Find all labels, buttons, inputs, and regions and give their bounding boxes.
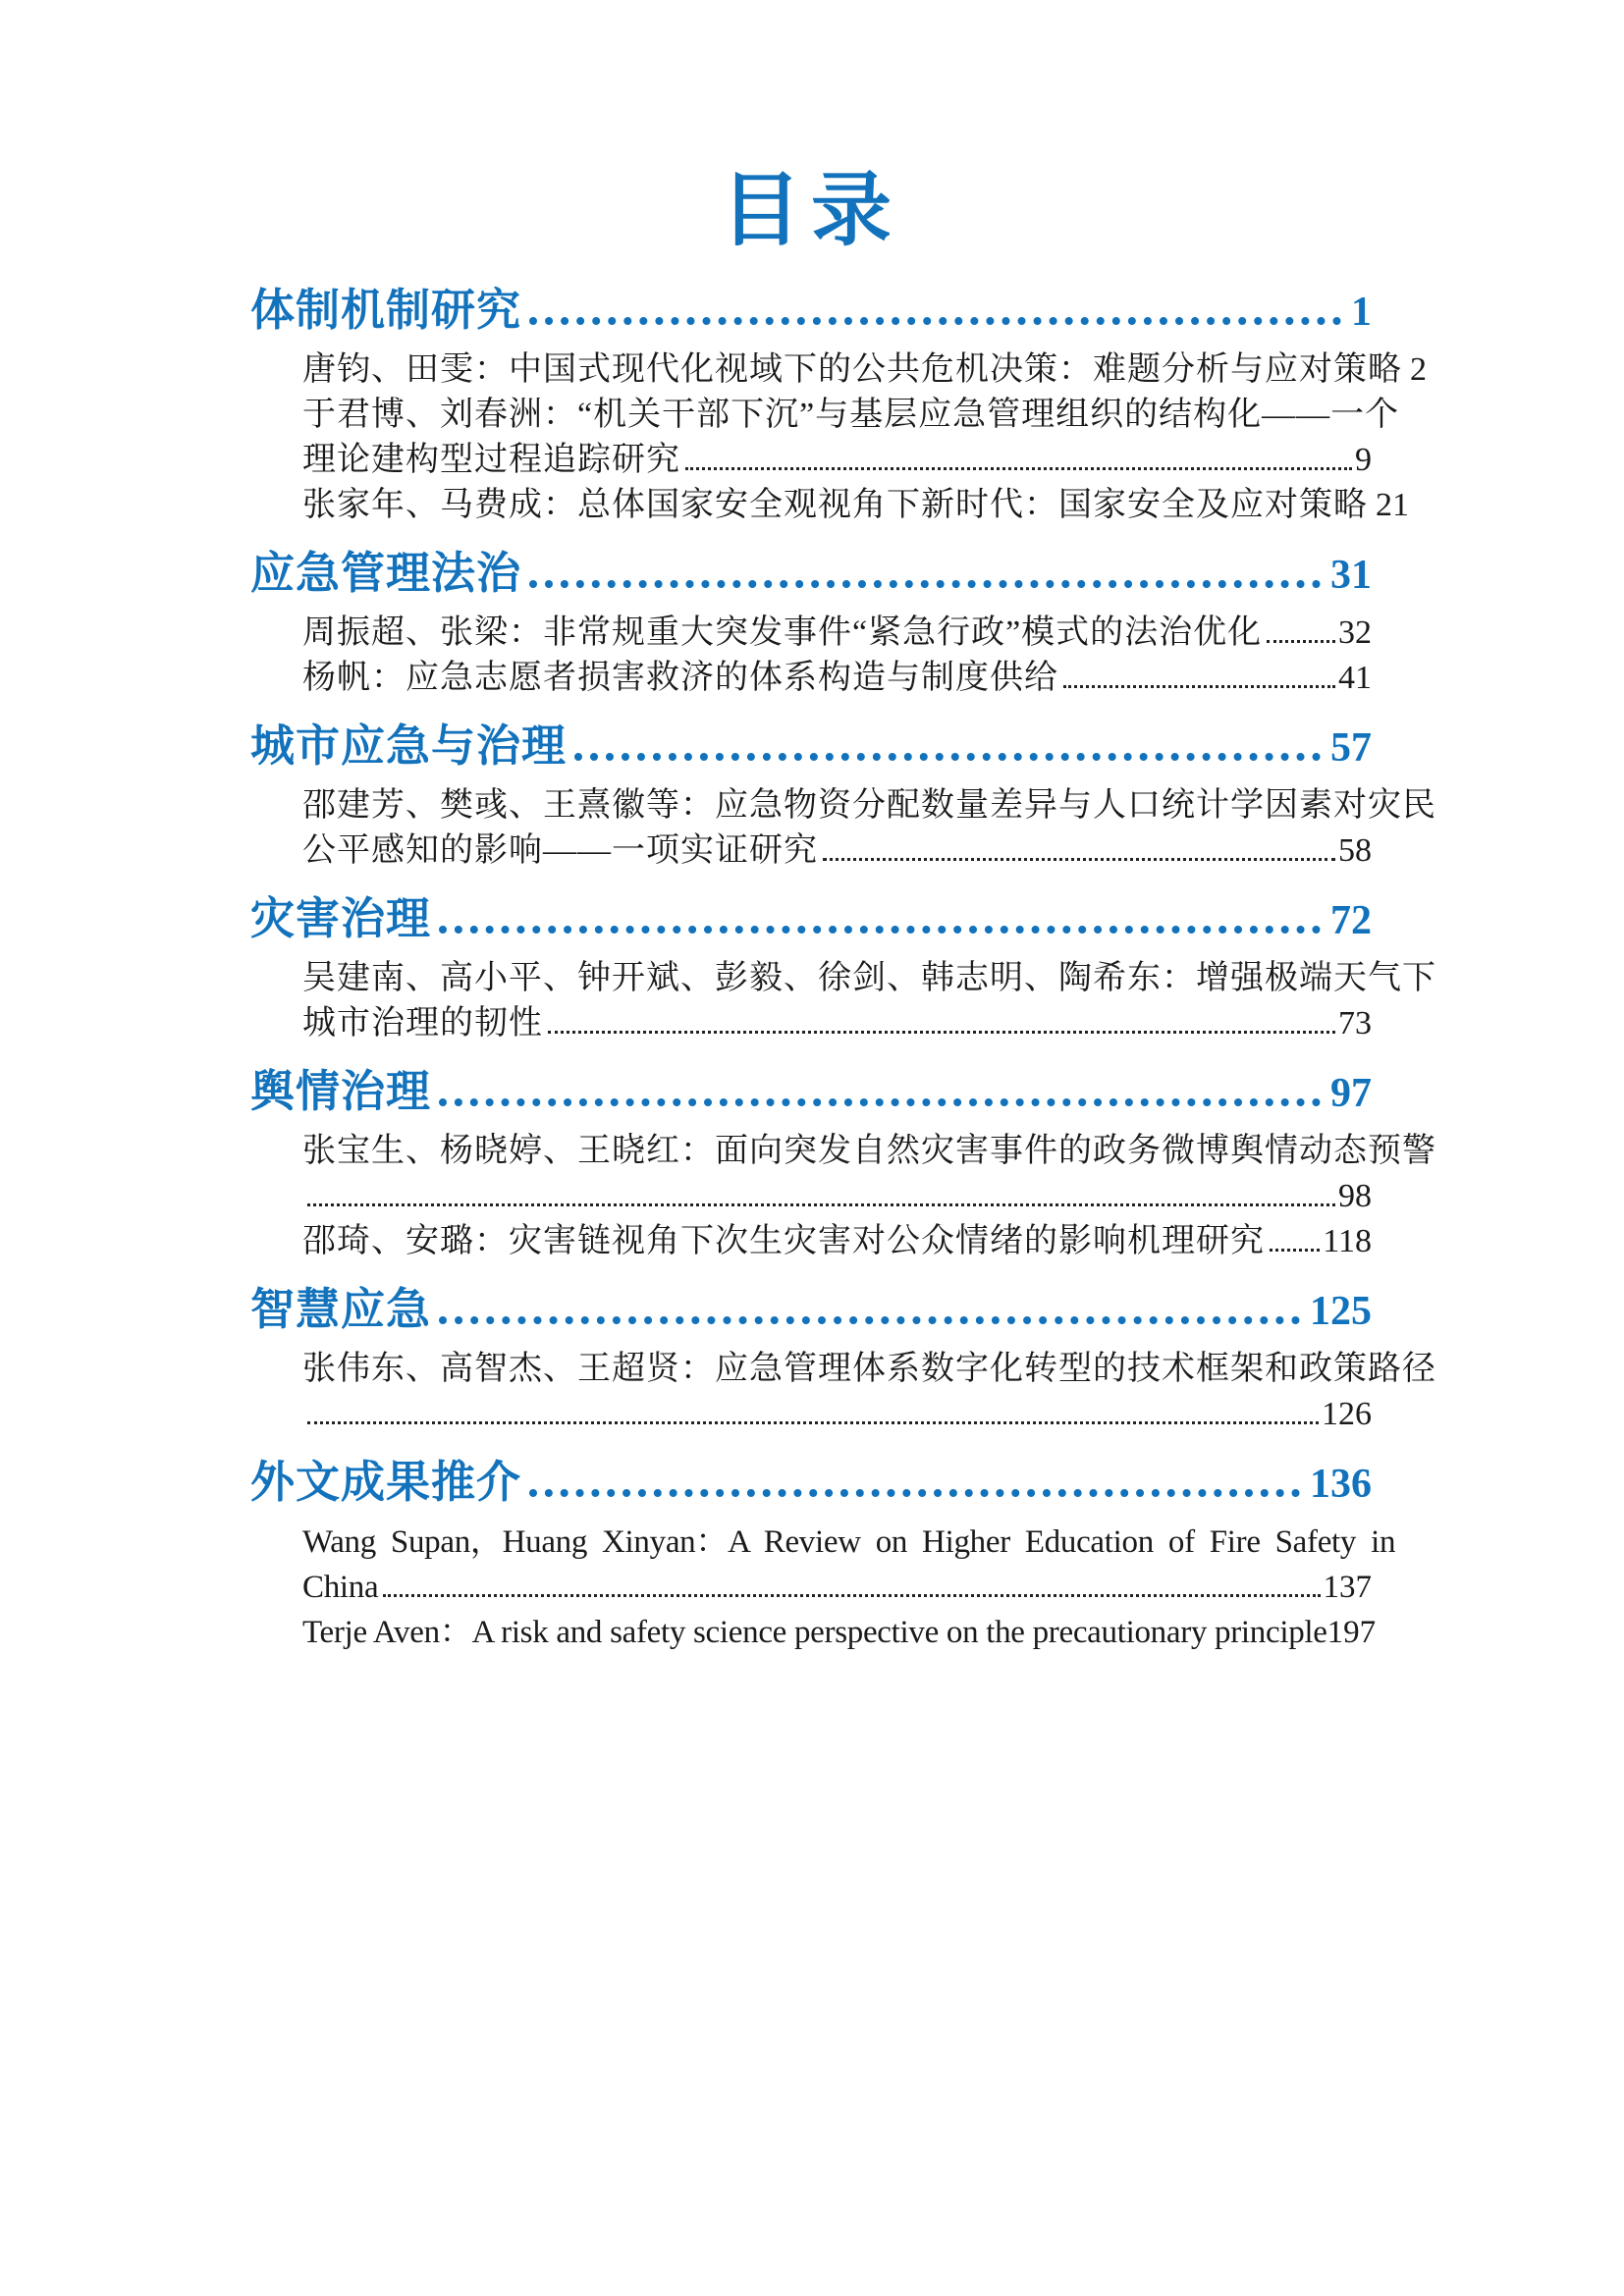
entry-text: 唐钧、田雯：中国式现代化视域下的公共危机决策：难题分析与应对策略 [302,351,1402,389]
dot-leader [307,1203,1335,1206]
section-row[interactable] [250,891,1372,946]
toc-entry-line[interactable] [302,1347,1436,1392]
entry-page-number: 32 [1338,614,1372,652]
section-title: 智慧应急 [250,1284,432,1335]
toc-entry-line[interactable] [302,656,1372,701]
dot-leader [1270,1249,1320,1252]
section-row[interactable] [250,1064,1372,1119]
section-entries [302,1347,1436,1437]
entry-text: 张宝生、杨晓婷、王晓红：面向突发自然灾害事件的政务微博舆情动态预警 [302,1133,1436,1170]
dot-leader [685,467,1352,470]
dot-leader [529,580,1321,588]
section-title: 舆情治理 [250,1066,432,1117]
entry-text: 杨帆：应急志愿者损害救济的体系构造与制度供给 [302,660,1058,697]
section-entries [302,611,1372,701]
dot-leader [439,1316,1300,1324]
toc-entry-line[interactable] [302,611,1372,656]
toc-entry-line[interactable] [302,1219,1372,1264]
toc-entry-line[interactable] [302,1565,1372,1610]
dot-leader [529,1489,1300,1497]
section-page-number: 97 [1330,1071,1372,1117]
dot-leader [1267,640,1335,643]
toc-entry-line[interactable] [302,956,1436,1001]
section-title: 城市应急与治理 [250,721,568,772]
entry-page-number: 41 [1338,660,1372,697]
entry-text: 于君博、刘春洲：“机关干部下沉”与基层应急管理组织的结构化——一个 [302,397,1400,434]
dot-leader [307,1421,1319,1424]
section-title: 外文成果推介 [250,1457,522,1508]
dot-leader [1063,685,1335,688]
toc-entry-line[interactable] [302,1392,1372,1437]
entry-text: Terje Aven：A risk and safety science perspective on the precautionary principle [302,1615,1327,1651]
section-row[interactable] [250,1282,1372,1337]
entry-text: 吴建南、高小平、钟开斌、彭毅、徐剑、韩志明、陶希东：增强极端天气下 [302,960,1436,997]
section-row[interactable] [250,719,1372,774]
toc-entry-line[interactable] [302,783,1436,828]
section-page-number: 136 [1310,1462,1372,1508]
entry-page-number: 98 [1338,1178,1372,1215]
dot-leader [574,753,1321,761]
entry-page-number: 126 [1322,1396,1372,1433]
section-row[interactable] [250,546,1372,601]
section-entries [302,956,1436,1046]
entry-text: 理论建构型过程追踪研究 [302,442,680,479]
entry-text: Wang Supan，Huang Xinyan：A Review on Higher Education of Fire Safety in [302,1524,1396,1561]
dot-leader [383,1594,1320,1597]
entry-page-number: 58 [1338,832,1372,870]
page-title: 目录 [720,166,901,255]
section-page-number: 1 [1351,290,1372,336]
toc-entry-line[interactable] [302,347,1427,393]
dot-leader [823,858,1335,861]
section-title: 体制机制研究 [250,285,522,336]
entry-text: 公平感知的影响——一项实证研究 [302,832,818,870]
entry-text: 城市治理的韧性 [302,1005,543,1042]
entry-text: 张家年、马费成：总体国家安全观视角下新时代：国家安全及应对策略 [302,487,1368,524]
toc-entry-line[interactable] [302,1129,1436,1174]
toc-entry-line[interactable] [302,438,1372,483]
toc-entry-line[interactable] [302,828,1372,874]
section-entries [302,1520,1396,1655]
entry-text: 邵建芳、樊彧、王熹徽等：应急物资分配数量差异与人口统计学因素对灾民 [302,787,1436,825]
section-entries [302,347,1427,528]
dot-leader [548,1031,1335,1034]
toc-entry-line[interactable] [302,1001,1372,1046]
toc-entry-line[interactable] [302,483,1409,528]
section-title: 灾害治理 [250,893,432,944]
entry-page-number: 2 [1410,351,1427,389]
entry-text: 周振超、张梁：非常规重大突发事件“紧急行政”模式的法治优化 [302,614,1263,652]
entry-page-number: 21 [1376,487,1409,524]
entry-page-number: 118 [1323,1223,1372,1260]
toc-entry-line[interactable] [302,1174,1372,1219]
entry-text: China [302,1570,379,1606]
dot-leader [439,926,1321,934]
entry-page-number: 197 [1326,1615,1377,1651]
dot-leader [439,1098,1321,1106]
toc-entry-line[interactable] [302,1520,1396,1565]
toc-content [250,165,1436,1655]
entry-text: 邵琦、安璐：灾害链视角下次生灾害对公众情绪的影响机理研究 [302,1223,1265,1260]
section-page-number: 57 [1330,725,1372,772]
entry-text: 张伟东、高智杰、王超贤：应急管理体系数字化转型的技术框架和政策路径 [302,1351,1436,1388]
section-entries [302,1129,1436,1264]
section-entries [302,783,1436,874]
entry-page-number: 9 [1355,442,1372,479]
section-title: 应急管理法治 [250,548,522,599]
dot-leader [529,317,1341,325]
toc-entry-line[interactable] [302,393,1400,438]
section-row[interactable] [250,283,1372,338]
section-row[interactable] [250,1455,1372,1510]
toc-entry-line[interactable] [302,1610,1377,1655]
entry-page-number: 73 [1338,1005,1372,1042]
section-page-number: 31 [1330,553,1372,599]
section-page-number: 125 [1310,1289,1372,1335]
section-page-number: 72 [1330,898,1372,944]
entry-page-number: 137 [1323,1570,1372,1606]
